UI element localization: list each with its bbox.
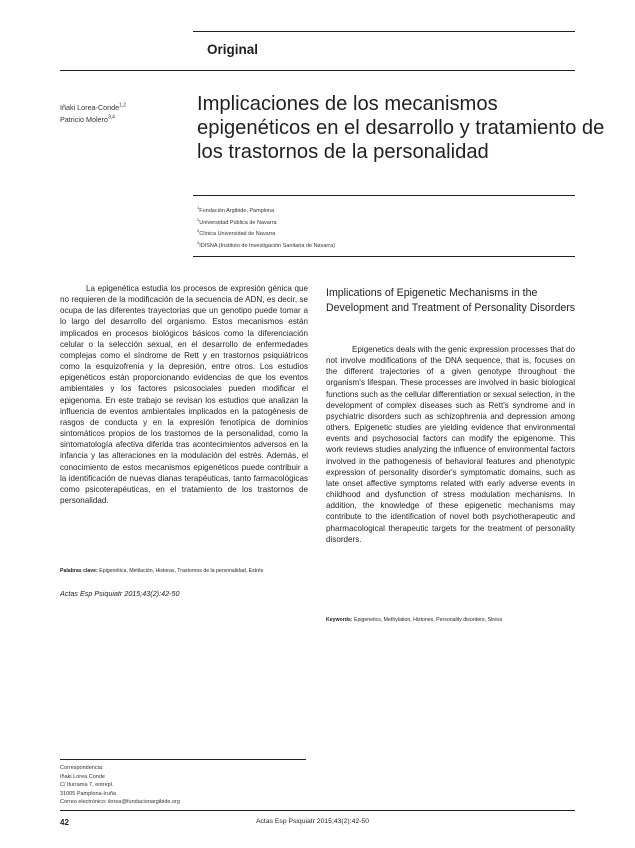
affiliation: $^2$Universidad Pública de Navarra: [197, 216, 277, 226]
abstract-english-text: Epigenetics deals with the genic expression processes that do not involve modifications of the DNA sequence, that is, focuses on the different trajectories of a given genotype throughout the organism's lifespan. These processes are involved in basic biological functions such as the cellular differentiation or sexual selection, in the development of complex diseases such as Rett's syndrome and in psychiatric disorders such as schizophrenia and depression among others. Epigenetic studies are yielding evidence that environmental events and psychosocial factors can modify the epigenome. This work reviews studies analyzing the influence of environmental factors involved in the pathogenesis of behavioral features and phenotypic expression of personality disorder's symptomatic domains, such as late onset affective symptoms related with early adverse events in childhood and dysfunction of stress modulation mechanisms. In addition, the knowledge of these epigenetic mechanisms may contribute to the identification of novel both psychotherapeutic and pharmacological therapeutic targets for the treatment of personality disorders.: [326, 345, 575, 544]
keywords-english-label: Keywords:: [326, 617, 353, 623]
keywords-spanish: [60, 567, 320, 575]
abstract-english: [326, 344, 575, 545]
title-divider: [193, 195, 575, 196]
affiliation: $^1$Fundación Argibide, Pamplona: [197, 205, 275, 214]
author: Patricio Molero$^{3,4}$: [60, 114, 115, 124]
page-number: 42: [60, 818, 69, 827]
keywords-english: [326, 616, 586, 624]
author-list: [60, 102, 126, 126]
correspondence-line: Iñaki Lorea Conde: [60, 773, 105, 780]
abstract-spanish: [60, 283, 308, 506]
keywords-spanish-label: Palabras clave:: [60, 568, 98, 574]
correspondence-line: Correo electrónico: ilorea@fundacionargibide.org: [60, 799, 180, 806]
keywords-english-values: Epigenetics, Methylation, Histones, Personality disorders, Stress: [353, 617, 503, 623]
correspondence-line: 31005 Pamplona-Iruña: [60, 790, 116, 797]
correspondence-line: C/ Iturrama 7, entrepl.: [60, 782, 114, 789]
correspondence-block: [60, 764, 180, 807]
header-rule-bottom: [60, 70, 575, 71]
article-title: Implicaciones de los mecanismos epigenéticos en el desarrollo y tratamiento de los trastornos de la personalidad: [197, 93, 605, 164]
keywords-spanish-values: Epigenética, Metilación, Historas, Trastornos de la personalidad, Estrés: [99, 568, 264, 574]
affiliation-divider: [193, 256, 575, 257]
section-label: Original: [207, 42, 259, 57]
header-rule-top: [193, 31, 575, 32]
affiliation: $^3$Clínica Universidad de Navarra: [197, 228, 276, 237]
author: Iñaki Lorea-Conde$^{1,2}$: [60, 102, 127, 112]
citation: Actas Esp Psiquiatr 2015;43(2):42-50: [60, 589, 180, 598]
affiliation-list: [197, 206, 335, 252]
english-title: Implications of Epigenetic Mechanisms in the Development and Treatment of Personality Disorders: [326, 287, 576, 314]
footer-rule: [60, 810, 575, 811]
correspondence-label: Correspondencia:: [60, 765, 104, 771]
correspondence-rule: [60, 759, 306, 760]
affiliation: $^4$IDISNA (Instituto de Investigación Sanitaria de Navarra): [197, 239, 335, 249]
footer-journal: Actas Esp Psiquiatr 2015;43(2):42-50: [256, 818, 369, 825]
abstract-spanish-text: La epigenética estudia los procesos de expresión génica que no requieren de la modificación de la secuencia de ADN, es decir, se ocupa de las diferentes trayectorias que un genotipo puede tomar a lo largo del desarrollo del organismo. Estos mecanismos están implicados en procesos biológicos básicos como la diferenciación celular o la selección sexual, en el desarrollo de enfermedades complejas como el síndrome de Rett y en trastornos psiquiátricos como la esquizofrenia y la depresión, entre otros. Los estudios epigenéticos están proporcionando evidencias de que los eventos ambientales y los factores psicosociales pueden modificar el epigenoma. En este trabajo se revisan los estudios que analizan la influencia de eventos ambientales implicados en la patogénesis de rasgos de conducta y en la expresión fenotípica de dominios sintomáticos propios de los trastornos de la personalidad, como la sintomatología afectiva diferida tras acontecimientos adversos en la infancia y las alteraciones en la modulación del estrés. Además, el conocimiento de estos mecanismos epigenéticos puede contribuir a la identificación de nuevas dianas terapéuticas, tanto farmacológicas como psicoterapéuticas, en el tratamiento de los trastornos de personalidad.: [60, 284, 308, 505]
